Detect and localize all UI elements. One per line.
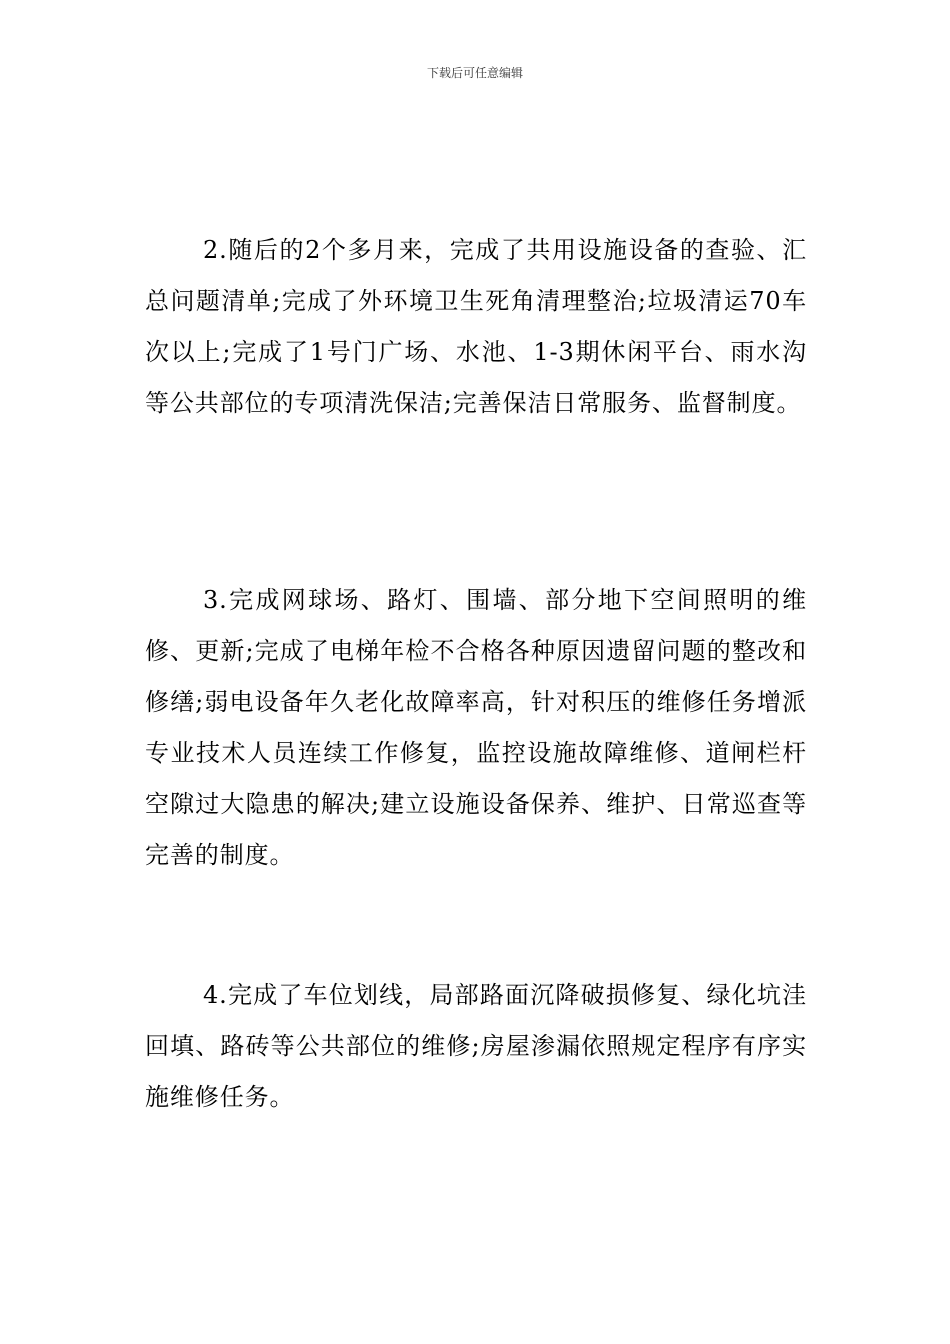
paragraph-item-4: 4.完成了车位划线，局部路面沉降破损修复、绿化坑洼回填、路砖等公共部位的维修;房屋渗漏依照规定程序有序实施维修任务。 [145, 981, 807, 1111]
paragraph-item-3: 3.完成网球场、路灯、围墙、部分地下空间照明的维修、更新;完成了电梯年检不合格各种原因遗留问题的整改和修缮;弱电设备年久老化故障率高，针对积压的维修任务增派专业技术人员连续工作修复，监控设施故障维修、道闸栏杆空隙过大隐患的解决;建立设施设备保养、维护、日常巡查等完善的制度。 [145, 586, 807, 869]
page-header: 下载后可任意编辑 [426, 66, 523, 80]
paragraph-item-2: 2.随后的2个多月来，完成了共用设施设备的查验、汇总问题清单;完成了外环境卫生死角清理整治;垃圾清运70车次以上;完成了1号门广场、水池、1-3期休闲平台、雨水沟等公共部位的专项清洗保洁;完善保洁日常服务、监督制度。 [145, 236, 807, 417]
